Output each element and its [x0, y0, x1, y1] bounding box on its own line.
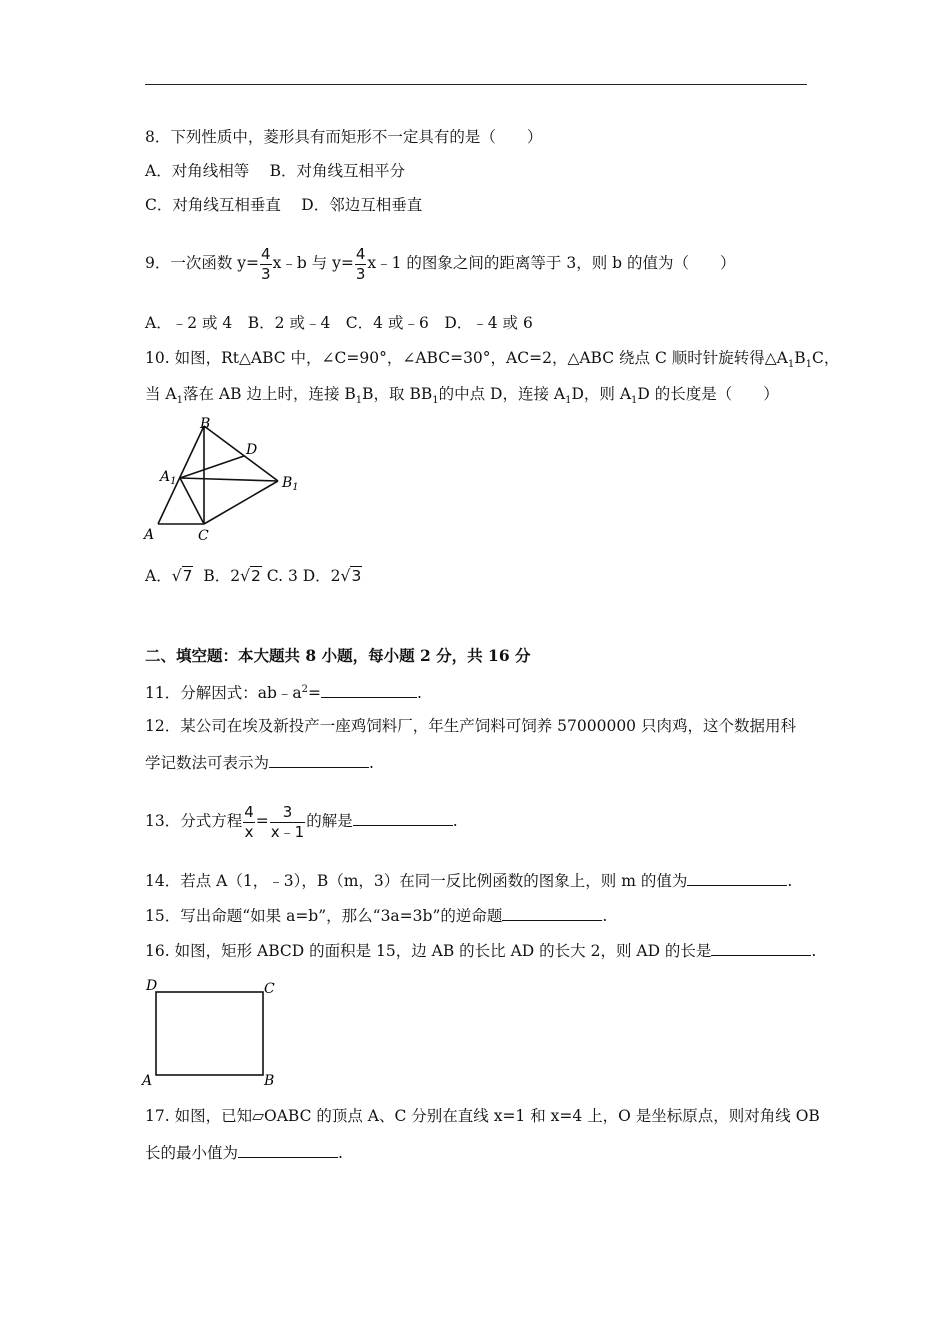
q15: 15．写出命题“如果 a=b”，那么“3a=3b”的逆命题 .	[145, 904, 607, 927]
q9-options: A．﹣2 或 4 B．2 或﹣4 C．4 或﹣6 D．﹣4 或 6	[145, 314, 533, 332]
q10-triangle-figure	[140, 414, 310, 546]
label-c: C	[264, 981, 275, 997]
q12-line2: 学记数法可表示为 .	[145, 751, 374, 774]
answer-blank-15[interactable]	[502, 904, 602, 921]
answer-blank-11[interactable]	[321, 681, 417, 698]
answer-blank-14[interactable]	[687, 869, 787, 886]
label-a1: $A_1$	[160, 469, 177, 487]
q10-line1: 10. 如图，Rt△ABC 中，∠C=90°，∠ABC=30°，AC=2，△ABC 绕点 C 顺时针旋转得$\triangle A_1B_1C$，	[145, 349, 840, 371]
q13-fraction-right: $\frac{3}{x﹣1}$	[270, 802, 305, 841]
header-rule	[145, 84, 807, 85]
label-d: D	[146, 978, 158, 994]
answer-blank-13[interactable]	[353, 809, 453, 826]
q16-rectangle-figure	[140, 975, 280, 1090]
rectangle-abcd	[156, 992, 263, 1075]
q8-options-row1: A．对角线相等 B．对角线互相平分	[145, 162, 406, 180]
segment-a1b1	[180, 478, 278, 481]
q17-line1: 17. 如图，已知▱OABC 的顶点 A、C 分别在直线 x=1 和 x=4 上，O 是坐标原点，则对角线 OB	[145, 1107, 820, 1125]
label-b: B	[200, 416, 211, 432]
sqrt-7: √7	[171, 567, 193, 585]
label-a: A	[144, 527, 155, 543]
q10-options: A．√7 B．2√2 C. 3 D．2√3	[145, 567, 362, 585]
sqrt-3: √3	[340, 567, 362, 585]
q12-line1: 12．某公司在埃及新投产一座鸡饲料厂，年生产饲料可饲养 57000000 只肉鸡，这个数据用科	[145, 717, 796, 735]
label-d: D	[246, 442, 258, 458]
q9-fraction-2: $\frac{4}{3}$	[355, 244, 366, 283]
label-c: C	[198, 528, 209, 544]
segment-bb1	[204, 426, 278, 481]
segment-cb1	[204, 481, 278, 524]
answer-blank-17[interactable]	[238, 1141, 338, 1158]
q11: 11．分解因式：$ab﹣a^2=$ .	[145, 679, 422, 704]
q9-fraction-1: $\frac{4}{3}$	[261, 244, 271, 283]
answer-blank-16[interactable]	[711, 939, 811, 956]
q13: 13．分式方程 $\frac{4}{x}$ = $\frac{3}{x﹣1}$ 的解是 .	[145, 802, 458, 841]
q14: 14．若点 A（1，﹣3），B（m，3）在同一反比例函数的图象上，则 m 的值为 .	[145, 869, 792, 892]
sqrt-2: √2	[240, 567, 261, 585]
q13-fraction-left: $\frac{4}{x}$	[244, 802, 254, 841]
q10-line2: 当 $A_1$落在 AB 边上时，连接 $B_1B$，取 $BB_1$的中点 D，连接 $A_1D$，则 $A_1D$ 的长度是（ ）	[145, 385, 779, 407]
label-b: B	[264, 1073, 275, 1089]
q17-line2: 长的最小值为 .	[145, 1141, 343, 1164]
q8-stem: 8．下列性质中，菱形具有而矩形不一定具有的是（ ）	[145, 128, 543, 146]
label-a: A	[142, 1073, 153, 1089]
segment-a1d	[180, 456, 244, 478]
q9-stem: 9．一次函数 y= $\frac{4}{3}$ x﹣b 与 y= $\frac{4}{3}$ x﹣1 的图象之间的距离等于 3，则 b 的值为（ ）	[145, 244, 736, 283]
segment-a1c	[180, 478, 204, 524]
answer-blank-12[interactable]	[269, 751, 369, 768]
label-b1: $B_1$	[282, 475, 299, 493]
section-2-heading: 二、填空题：本大题共 8 小题，每小题 2 分，共 16 分	[145, 646, 531, 665]
q16: 16. 如图，矩形 ABCD 的面积是 15，边 AB 的长比 AD 的长大 2，则 AD 的长是 .	[145, 939, 816, 962]
q8-options-row2: C．对角线互相垂直 D．邻边互相垂直	[145, 196, 423, 214]
